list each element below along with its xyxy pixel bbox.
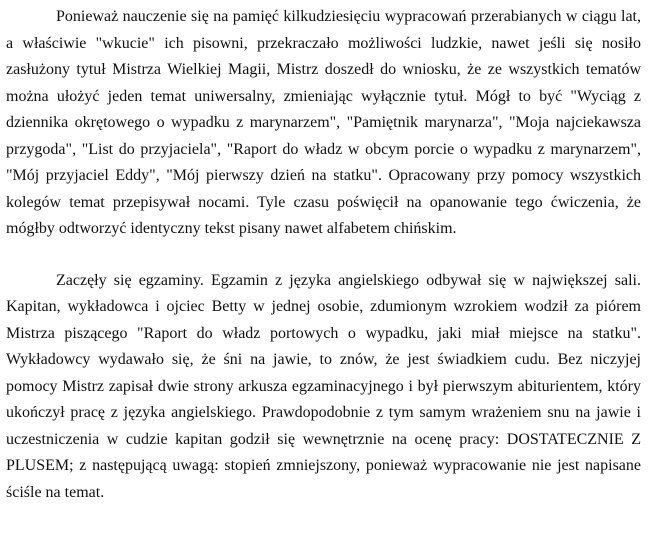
paragraph-1: Ponieważ nauczenie się na pamięć kilkudziesięciu wypracowań przerabianych w ciągu lat, a właściwie "wkucie" ich pisowni, przekraczało możliwości ludzkie, nawet jeśli się nosiło zasłużony tytuł Mistrza Wielkiej Magii, Mistrz doszedł do wniosku, że ze wszystkich tematów można ułożyć jeden temat uniwersalny, zmieniając wyłącznie tytuł. Mógł to być "Wyciąg z dziennika okrętowego o wypadku z marynarzem", "Pamiętnik marynarza", "Moja najciekawsza przygoda", "List do przyjaciela", "Raport do władz w obcym porcie o wypadku z marynarzem", "Mój przyjaciel Eddy", "Mój pierwszy dzień na statku". Opracowany przy pomocy wszystkich kolegów temat przepisywał nocami. Tyle czasu poświęcił na opanowanie tego ćwiczenia, że mógłby odtworzyć identyczny tekst pisany nawet alfabetem chińskim. [6, 8, 641, 237]
paragraph-2: Zaczęły się egzaminy. Egzamin z języka angielskiego odbywał się w największej sali. Kapitan, wykładowca i ojciec Betty w jednej osobie, zdumionym wzrokiem wodził za piórem Mistrza piszącego "Raport do władz portowych o wypadku, jaki miał miejsce na statku". Wykładowcy wydawało się, że śni na jawie, to znów, że jest świadkiem cudu. Bez niczyjej pomocy Mistrz zapisał dwie strony arkusza egzaminacyjnego i był pierwszym abiturientem, który ukończył pracę z języka angielskiego. Prawdopodobnie z tym samym wrażeniem snu na jawie i uczestniczenia w cudzie kapitan godził się wewnętrznie na ocenę pracy: DOSTATECZNIE Z PLUSEM; z następującą uwagą: stopień zmniejszony, ponieważ wypracowanie nie jest napisane ściśle na temat. [6, 271, 641, 501]
